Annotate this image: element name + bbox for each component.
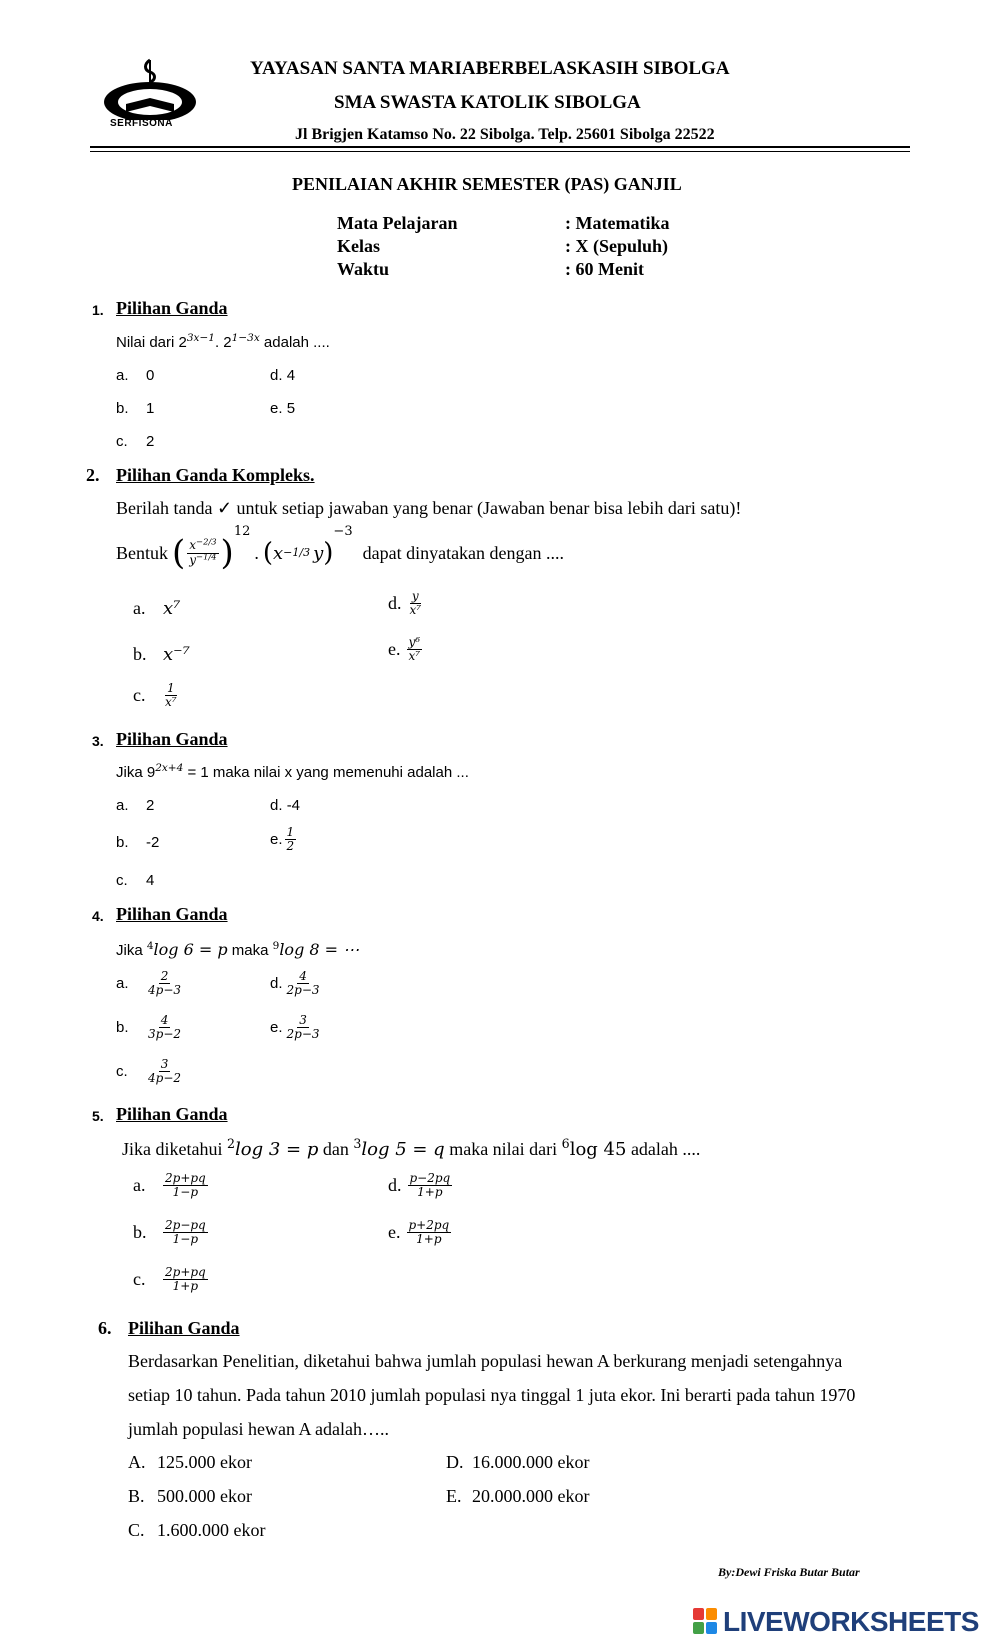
option-label: c. xyxy=(133,1269,146,1290)
option-num: 4 xyxy=(299,969,307,983)
option-a[interactable] xyxy=(116,367,154,384)
option-value: 1 xyxy=(146,400,155,417)
option-num: 3 xyxy=(160,1057,169,1071)
option-value: 2 xyxy=(146,797,155,814)
log-expression: log 45 xyxy=(569,1139,627,1160)
base: x xyxy=(273,542,284,564)
option-label: b. xyxy=(116,400,129,417)
option-e[interactable] xyxy=(388,636,424,663)
option-label: E. xyxy=(446,1486,462,1506)
option-den: x⁷ xyxy=(165,695,177,710)
option-den: 1−p xyxy=(172,1232,199,1247)
log-base: 4 xyxy=(146,940,154,953)
exponent: −2/3 xyxy=(196,536,217,547)
option-value: -2 xyxy=(146,834,160,851)
option-d[interactable] xyxy=(388,1172,454,1199)
text-part: maka nilai dari xyxy=(444,1139,562,1159)
option-b[interactable] xyxy=(133,1219,210,1246)
question-instruction: Berilah tanda ✓ untuk setiap jawaban yang benar (Jawaban benar bisa lebih dari satu)! xyxy=(116,498,742,518)
question-line: setiap 10 tahun. Pada tahun 2010 jumlah populasi nya tinggal 1 juta ekor. Ini berarti pada tahun 1970 xyxy=(128,1385,856,1405)
text-part: Bentuk xyxy=(116,542,168,563)
text-part: adalah .... xyxy=(626,1139,701,1159)
option-label: a. xyxy=(116,797,129,814)
option-b[interactable] xyxy=(116,400,154,417)
question-text xyxy=(116,764,469,781)
option-c[interactable] xyxy=(116,1058,185,1085)
question-number: 3. xyxy=(92,733,104,749)
question-text xyxy=(122,1136,701,1160)
school-address: Jl Brigjen Katamso No. 22 Sibolga. Telp. 25601 Sibolga 22522 xyxy=(295,126,715,143)
exponent: −1/4 xyxy=(196,550,217,561)
option-den: 1−p xyxy=(172,1185,199,1200)
log-expression: log 8 = ⋯ xyxy=(279,940,360,959)
option-c[interactable] xyxy=(133,1266,210,1293)
option-label: a. xyxy=(133,1175,146,1196)
option-value: -4 xyxy=(286,797,301,814)
text-part: maka xyxy=(227,942,273,959)
option-num: 2p−pq xyxy=(165,1218,206,1232)
log-base: 3 xyxy=(353,1136,362,1152)
option-a[interactable] xyxy=(133,598,180,619)
brand-name: LIVEWORKSHEETS xyxy=(723,1606,979,1637)
question-type: Pilihan Ganda xyxy=(128,1318,240,1338)
text-part: Jika 9 xyxy=(116,764,156,781)
text-part: Jika xyxy=(116,942,147,959)
question-number: 5. xyxy=(92,1108,104,1124)
option-den: 3p−2 xyxy=(148,1027,182,1042)
option-den: 2p−3 xyxy=(286,983,320,998)
option-label: d. xyxy=(270,797,283,814)
info-value: : Matematika xyxy=(565,213,670,233)
option-label: d. xyxy=(270,975,283,993)
option-d[interactable] xyxy=(270,367,295,384)
question-number: 6. xyxy=(98,1318,112,1338)
option-value: 0 xyxy=(146,367,155,384)
base: y xyxy=(189,552,197,567)
option-label: B. xyxy=(128,1486,145,1506)
option-value: 16.000.000 ekor xyxy=(472,1452,590,1472)
liveworksheets-logo[interactable] xyxy=(693,1606,979,1638)
exam-info xyxy=(337,212,669,281)
option-label: d. xyxy=(388,1175,402,1196)
log-base: 2 xyxy=(226,1136,235,1152)
option-value: x⁻⁷ xyxy=(163,644,190,665)
text-part: dan xyxy=(318,1139,354,1159)
option-label: e. xyxy=(270,831,283,849)
option-label: d. xyxy=(388,593,402,614)
option-label: c. xyxy=(116,433,128,450)
option-b[interactable] xyxy=(116,834,159,851)
option-num: p−2pq xyxy=(409,1171,451,1185)
option-label: C. xyxy=(128,1520,145,1540)
question-line: jumlah populasi hewan A adalah….. xyxy=(128,1419,389,1439)
base: y xyxy=(313,542,324,564)
option-label: e. xyxy=(270,1019,283,1037)
question-number: 4. xyxy=(92,908,104,924)
question-expression: Bentuk ( $\frac{x^{-2/3}}{y^{-1/4}}$ ) 12 . ( x −1/3 y ) −3 dapat dinyatakan dengan .... xyxy=(116,524,565,573)
text-part: . 2 xyxy=(214,334,232,351)
option-den: x⁷ xyxy=(408,649,421,664)
log-base: 6 xyxy=(561,1136,570,1152)
info-label: Kelas xyxy=(337,236,380,256)
option-den: 2 xyxy=(286,839,295,854)
option-value: 4 xyxy=(146,872,155,889)
option-a[interactable] xyxy=(133,1172,210,1199)
school-logo xyxy=(100,56,200,134)
option-d[interactable] xyxy=(270,797,300,814)
text-part: dapat dinyatakan dengan .... xyxy=(362,542,565,563)
option-label: b. xyxy=(133,1222,147,1243)
option-c[interactable] xyxy=(133,682,181,709)
option-d[interactable] xyxy=(446,1452,589,1473)
text-part: adalah .... xyxy=(259,334,330,351)
text-part: = 1 maka nilai x yang memenuhi adalah ... xyxy=(183,764,469,781)
author-signature: By:Dewi Friska Butar Butar xyxy=(718,1565,860,1579)
foundation-name: YAYASAN SANTA MARIABERBELASKASIH SIBOLGA xyxy=(250,58,730,79)
question-type: Pilihan Ganda xyxy=(116,729,228,749)
header-rule-thick xyxy=(90,146,910,148)
option-c[interactable] xyxy=(116,433,154,450)
liveworksheets-icon xyxy=(693,1608,719,1636)
log-expression: log 5 = q xyxy=(361,1139,445,1160)
option-den: x⁷ xyxy=(409,603,422,618)
question-line: Berdasarkan Penelitian, diketahui bahwa jumlah populasi hewan A berkurang menjadi setengahnya xyxy=(128,1351,843,1371)
option-num: 2 xyxy=(160,969,169,983)
option-d[interactable] xyxy=(270,970,324,997)
option-num: y xyxy=(411,589,419,603)
option-e[interactable] xyxy=(446,1486,589,1507)
option-b[interactable] xyxy=(116,1014,185,1041)
option-c[interactable] xyxy=(116,872,154,889)
option-label: c. xyxy=(133,685,146,706)
option-value: 20.000.000 ekor xyxy=(472,1486,590,1506)
base: x xyxy=(189,538,197,553)
exponent: 2x+4 xyxy=(155,762,184,775)
info-label: Waktu xyxy=(337,259,390,279)
log-expression: log 3 = p xyxy=(235,1139,319,1160)
option-den: 1+p xyxy=(417,1185,443,1200)
exam-title: PENILAIAN AKHIR SEMESTER (PAS) GANJIL xyxy=(292,174,682,194)
option-value: x⁷ xyxy=(163,598,181,619)
logo-text: SERFISONA xyxy=(110,118,173,129)
option-value: 2 xyxy=(146,433,155,450)
option-value: 125.000 ekor xyxy=(157,1452,252,1472)
info-label: Mata Pelajaran xyxy=(337,213,458,233)
exponent: 1−3x xyxy=(231,332,260,345)
option-label: e. xyxy=(388,639,401,660)
option-label: a. xyxy=(116,367,129,384)
option-a[interactable] xyxy=(116,970,185,997)
option-label: e. xyxy=(270,400,283,417)
option-den: 2p−3 xyxy=(286,1027,320,1042)
option-value: 500.000 ekor xyxy=(157,1486,252,1506)
option-a[interactable] xyxy=(128,1452,252,1473)
option-b[interactable] xyxy=(133,644,190,665)
option-num: 1 xyxy=(166,681,175,695)
school-name: SMA SWASTA KATOLIK SIBOLGA xyxy=(334,92,641,113)
info-value: : 60 Menit xyxy=(565,259,644,279)
option-label: a. xyxy=(133,598,146,618)
option-e[interactable] xyxy=(270,826,298,853)
option-den: 1+p xyxy=(416,1232,442,1247)
option-label: b. xyxy=(116,834,129,851)
text-part: Nilai dari 2 xyxy=(116,334,187,351)
question-text xyxy=(116,940,359,959)
question-type: Pilihan Ganda Kompleks. xyxy=(116,465,315,485)
question-number: 1. xyxy=(92,302,104,318)
option-label: e. xyxy=(388,1222,401,1243)
text-part: Jika diketahui xyxy=(122,1139,227,1159)
option-e[interactable] xyxy=(388,1219,453,1246)
option-d[interactable] xyxy=(388,590,425,617)
question-type: Pilihan Ganda xyxy=(116,298,228,318)
info-value: : X (Sepuluh) xyxy=(565,236,669,256)
option-value: 1.600.000 ekor xyxy=(157,1520,266,1540)
option-label: a. xyxy=(116,975,129,993)
question-number: 2. xyxy=(86,465,100,485)
option-b[interactable] xyxy=(128,1486,252,1507)
option-label: b. xyxy=(133,644,147,664)
option-label: b. xyxy=(116,1019,129,1037)
log-expression: log 6 = p xyxy=(153,940,228,959)
inner-fraction xyxy=(187,536,218,567)
option-value: 4 xyxy=(286,367,296,384)
option-label: d. xyxy=(270,367,283,384)
question-type: Pilihan Ganda xyxy=(116,1104,228,1124)
exponent: 3x−1 xyxy=(186,332,215,345)
question-text xyxy=(116,334,330,351)
option-num: 2p+pq xyxy=(165,1171,206,1185)
option-num: 1 xyxy=(286,825,295,839)
option-value: 5 xyxy=(286,400,296,417)
option-label: c. xyxy=(116,872,128,889)
option-c[interactable] xyxy=(128,1520,265,1541)
option-den: 1+p xyxy=(172,1279,199,1294)
option-num: p+2pq xyxy=(408,1218,450,1232)
header-rule-thin xyxy=(90,151,910,152)
option-num: 3 xyxy=(299,1013,307,1027)
option-a[interactable] xyxy=(116,797,154,814)
option-den: 4p−2 xyxy=(148,1071,182,1086)
option-label: D. xyxy=(446,1452,464,1472)
question-type: Pilihan Ganda xyxy=(116,904,228,924)
log-base: 9 xyxy=(272,940,280,953)
option-num: y⁶ xyxy=(408,635,421,649)
option-num: 4 xyxy=(160,1013,169,1027)
option-num: 2p+pq xyxy=(165,1265,206,1279)
option-label: c. xyxy=(116,1063,128,1081)
option-e[interactable] xyxy=(270,400,295,417)
option-den: 4p−3 xyxy=(148,983,182,998)
option-e[interactable] xyxy=(270,1014,324,1041)
option-label: A. xyxy=(128,1452,146,1472)
